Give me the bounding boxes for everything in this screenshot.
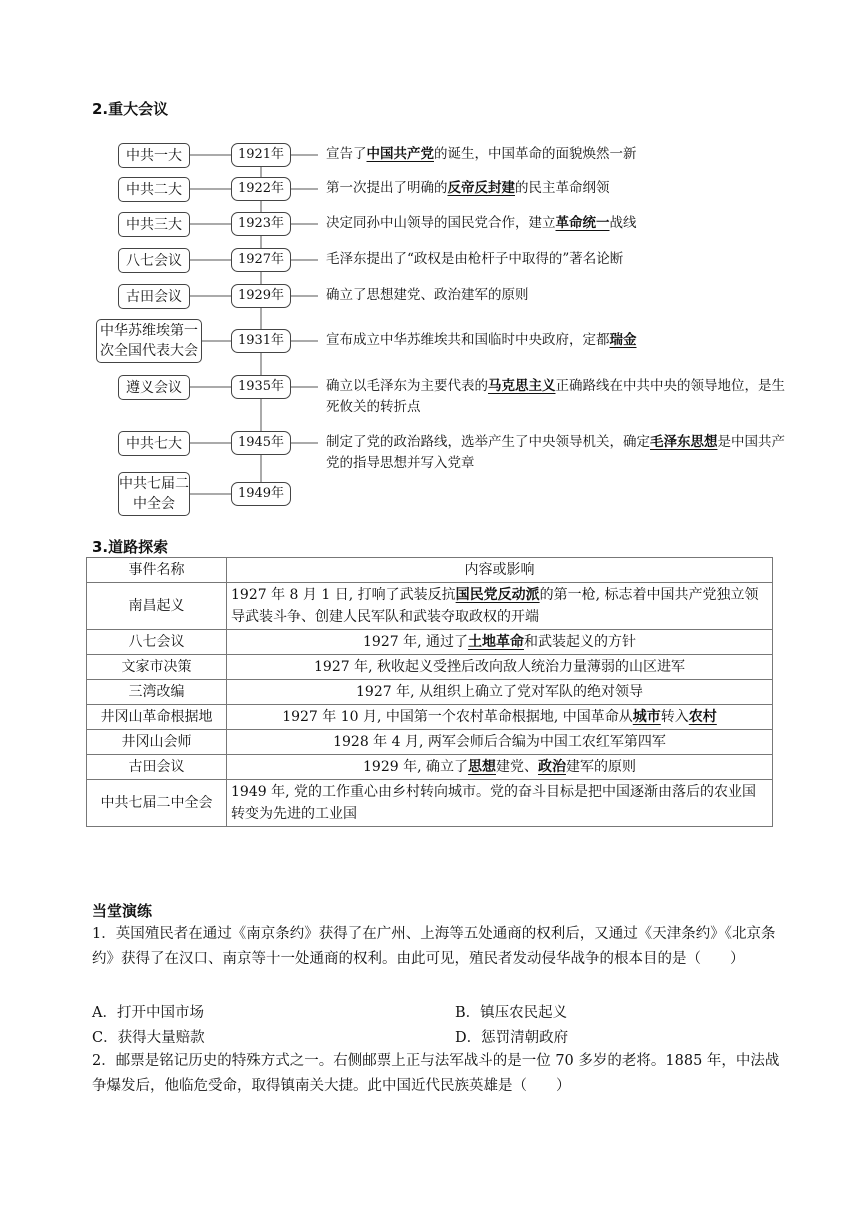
event-name-cell: 古田会议 bbox=[87, 755, 227, 780]
table-row bbox=[87, 705, 773, 730]
meeting-description: 毛泽东提出了“政权是由枪杆子中取得的”著名论断 bbox=[326, 251, 624, 267]
q1-option-c: C．获得大量赔款 bbox=[92, 1030, 205, 1046]
event-content-cell: 1927 年 8 月 1 日, 打响了武装反抗国民党反动派的第一枪, 标志着中国共产党独立领导武装斗争、创建人民军队和武装夺取政权的开端 bbox=[227, 583, 773, 630]
road-table bbox=[86, 557, 773, 827]
event-name-cell: 南昌起义 bbox=[87, 583, 227, 630]
meeting-description: 确立了思想建党、政治建军的原则 bbox=[326, 287, 529, 303]
table-row bbox=[87, 680, 773, 705]
meeting-year-box: 1949年 bbox=[231, 482, 291, 506]
table-row bbox=[87, 655, 773, 680]
q1-option-d: D．惩罚清朝政府 bbox=[455, 1030, 569, 1046]
meeting-name-box: 中共七大 bbox=[118, 431, 190, 456]
meeting-name-box: 古田会议 bbox=[118, 284, 190, 309]
header-event: 事件名称 bbox=[87, 558, 227, 583]
question-1-stem: 1．英国殖民者在通过《南京条约》获得了在广州、上海等五处通商的权利后，又通过《天津条约》《北京条约》获得了在汉口、南京等十一处通商的权利。由此可见，殖民者发动侵华战争的根本目的是（ ） bbox=[92, 926, 776, 967]
q1-option-b: B．镇压农民起义 bbox=[455, 1005, 568, 1021]
meeting-year-box: 1922年 bbox=[231, 177, 291, 201]
keyword: 国民党反动派 bbox=[455, 587, 540, 603]
meeting-name-box: 遵义会议 bbox=[118, 375, 190, 400]
keyword: 反帝反封建 bbox=[447, 180, 515, 196]
header-content: 内容或影响 bbox=[227, 558, 773, 583]
meeting-description: 确立以毛泽东为主要代表的马克思主义正确路线在中共中央的领导地位，是生死攸关的转折点 bbox=[326, 378, 785, 415]
keyword: 毛泽东思想 bbox=[650, 434, 718, 450]
table-row bbox=[87, 630, 773, 655]
event-name-cell: 井冈山革命根据地 bbox=[87, 705, 227, 730]
meeting-description: 制定了党的政治路线，选举产生了中央领导机关，确定毛泽东思想是中国共产党的指导思想并写入党章 bbox=[326, 434, 785, 471]
meeting-name-box: 中共一大 bbox=[118, 143, 190, 168]
meeting-description: 宣告了中国共产党的诞生，中国革命的面貌焕然一新 bbox=[326, 146, 637, 162]
meeting-name-box: 中共七届二中全会 bbox=[118, 472, 190, 516]
event-content-cell: 1927 年, 通过了土地革命和武装起义的方针 bbox=[227, 630, 773, 655]
table-row bbox=[87, 780, 773, 827]
table-row bbox=[87, 730, 773, 755]
meeting-year-box: 1931年 bbox=[231, 329, 291, 353]
keyword: 革命统一 bbox=[555, 215, 610, 231]
road-section-title: 3.道路探索 bbox=[92, 538, 169, 556]
keyword: 政治 bbox=[537, 759, 566, 775]
keyword: 思想 bbox=[467, 759, 496, 775]
event-content-cell: 1949 年, 党的工作重心由乡村转向城市。党的奋斗目标是把中国逐渐由落后的农业国转变为先进的工业国 bbox=[227, 780, 773, 827]
keyword: 农村 bbox=[688, 709, 717, 725]
event-content-cell: 1927 年, 从组织上确立了党对军队的绝对领导 bbox=[227, 680, 773, 705]
question-2-stem: 2．邮票是铭记历史的特殊方式之一。右侧邮票上正与法军战斗的是一位 70 多岁的老将。1885 年，中法战争爆发后，他临危受命，取得镇南关大捷。此中国近代民族英雄是（ ） bbox=[92, 1053, 780, 1094]
keyword: 土地革命 bbox=[467, 634, 524, 650]
event-content-cell: 1928 年 4 月, 两军会师后合编为中国工农红军第四军 bbox=[227, 730, 773, 755]
meeting-description: 第一次提出了明确的反帝反封建的民主革命纲领 bbox=[326, 180, 610, 196]
table-row bbox=[87, 755, 773, 780]
meeting-description: 宣布成立中华苏维埃共和国临时中央政府，定都瑞金 bbox=[326, 332, 637, 348]
event-name-cell: 文家市决策 bbox=[87, 655, 227, 680]
meeting-year-box: 1945年 bbox=[231, 431, 291, 455]
meeting-year-box: 1923年 bbox=[231, 212, 291, 236]
event-name-cell: 三湾改编 bbox=[87, 680, 227, 705]
keyword: 马克思主义 bbox=[488, 378, 556, 394]
meeting-year-box: 1921年 bbox=[231, 143, 291, 167]
q1-option-a: A．打开中国市场 bbox=[92, 1005, 204, 1021]
meeting-name-box: 中华苏维埃第一次全国代表大会 bbox=[96, 319, 202, 363]
meeting-year-box: 1927年 bbox=[231, 248, 291, 272]
meeting-name-box: 中共二大 bbox=[118, 177, 190, 202]
meeting-description: 决定同孙中山领导的国民党合作，建立革命统一战线 bbox=[326, 215, 637, 231]
event-content-cell: 1929 年, 确立了思想建党、政治建军的原则 bbox=[227, 755, 773, 780]
event-content-cell: 1927 年, 秋收起义受挫后改向敌人统治力量薄弱的山区进军 bbox=[227, 655, 773, 680]
meeting-year-box: 1929年 bbox=[231, 284, 291, 308]
event-name-cell: 井冈山会师 bbox=[87, 730, 227, 755]
keyword: 城市 bbox=[632, 709, 661, 725]
event-name-cell: 中共七届二中全会 bbox=[87, 780, 227, 827]
table-header-row bbox=[87, 558, 773, 583]
practice-title: 当堂演练 bbox=[92, 902, 153, 920]
meeting-name-box: 八七会议 bbox=[118, 248, 190, 273]
meeting-name-box: 中共三大 bbox=[118, 212, 190, 237]
keyword: 瑞金 bbox=[609, 332, 637, 348]
meetings-section-title: 2.重大会议 bbox=[92, 100, 169, 118]
event-name-cell: 八七会议 bbox=[87, 630, 227, 655]
meeting-year-box: 1935年 bbox=[231, 375, 291, 399]
keyword: 中国共产党 bbox=[366, 146, 434, 162]
table-row bbox=[87, 583, 773, 630]
event-content-cell: 1927 年 10 月, 中国第一个农村革命根据地, 中国革命从城市转入农村 bbox=[227, 705, 773, 730]
meetings-diagram bbox=[0, 0, 860, 530]
